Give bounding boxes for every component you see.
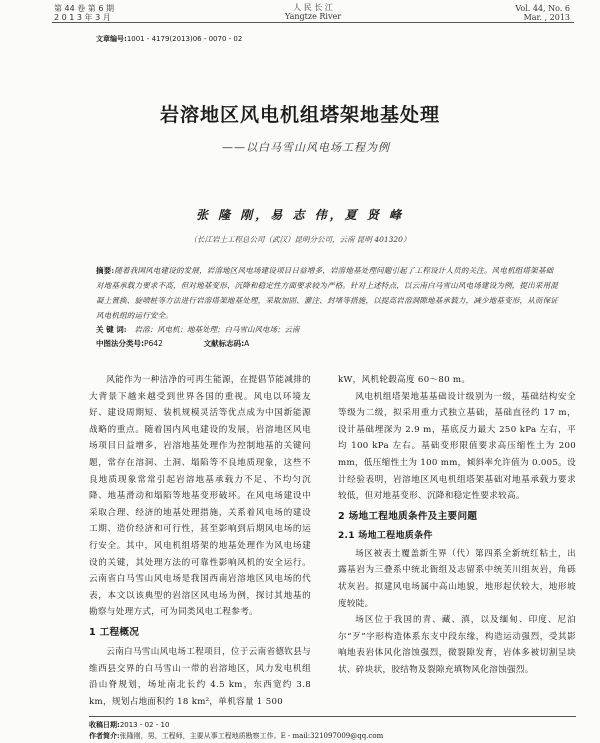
author-bio-value: 张隆刚，男，工程师，主要从事工程地质勘察工作。E - mail:321097009@qq.com	[119, 732, 384, 740]
classification	[96, 338, 558, 349]
author-list: 张 隆 刚，易 志 伟，夏 贤 峰	[195, 208, 405, 222]
project-overview-paragraph: 云南白马雪山风电场工程项目，位于云南省德钦县与维西县交界的白马雪山一带的岩溶地区，风力发电机组沿山脊规划，场址南北长约 4.5 km，东西宽约 3.8 km，规划占地面积约 18 km²，单机容量 1 500	[89, 646, 311, 707]
issue-date-en: Mar. , 2013	[523, 13, 570, 22]
footnote-rule	[89, 716, 576, 717]
issue-date: 2 0 1 3 年 3 月	[54, 13, 111, 22]
body-column-left	[89, 372, 311, 710]
clc-label: 中图法分类号:	[96, 339, 144, 348]
site-geology-paragraph: 场区被表土覆盖新生界（代）第四系全新统红粘土，出露基岩为三叠系中统北衙组及志留系中统芙川组灰岩，角砾状灰岩。拟建风电场属中高山地貌，地形起伏较大，地形坡度较陡。	[338, 548, 576, 609]
affiliation: （长江岩土工程总公司（武汉）昆明分公司，云南 昆明 401320）	[189, 235, 411, 244]
author-bio-label: 作者简介:	[89, 731, 120, 740]
journal-name-cn: 人 民 长 江	[293, 3, 333, 12]
foundation-design-paragraph: 风电机组塔架地基基础设计级别为一级，基础结构安全等级为二级，拟采用重力式独立基础，基础直径约 17 m，设计基础埋深为 2.9 m，基底反力最大 250 kPa 左右，平均 100 kPa 左右。基础变形限值要求高压缩性土为 200 mm，低压缩性土为 100 mm，倾斜率允许值为 0.005。设计经验表明，岩溶地区风电机组塔架基础对地基承载力要求较低，但对地基变形、沉降和稳定性要求较高。	[338, 391, 576, 502]
project-overview-continued: kW，风机轮毂高度 60～80 m。	[338, 375, 471, 385]
journal-name	[258, 3, 368, 21]
doc-code-value: A	[244, 339, 250, 348]
doc-code-label: 文献标志码:	[203, 339, 245, 348]
tectonics-paragraph: 场区位于我国的青、藏、滇，以及缅甸、印度、尼泊尔“歹”字形构造体系东支中段东缘，构造运动强烈，受其影响地表岩体风化溶蚀强烈，微裂隙发育，岩体多被切割呈块状、碎块状，胶结物及裂隙充填物风化溶蚀强烈。	[338, 615, 576, 675]
abstract-label: 摘要:	[96, 266, 115, 275]
paper-subtitle: ——以白马雪山风电场工程为例	[222, 141, 390, 154]
section-heading-2: 2 场地工程地质条件及主要问题	[338, 510, 478, 522]
volume-issue: 第 44 卷 第 6 期	[54, 4, 114, 13]
article-number	[96, 34, 242, 44]
journal-volume-info-en	[515, 4, 570, 22]
abstract-text: 随着我国风电建设的发展，岩溶地区风电场建设项目日益增多，岩溶地基处理问题引起了工程设计人员的关注。风电机组塔架基础对地基承载力要求不高，但对地基变形、沉降和稳定性方面要求较为严格。针对上述特点，以云南白马雪山风电场建设为例，提出采用混凝土置换、旋喷桩等方法进行岩溶塔架地基处理，采取加固、灌注、封堵等措施，以提高岩溶洞隙地基承载力，减少地基变形，从而保证风电机组的运行安全。	[96, 266, 558, 320]
clc-value: P642	[144, 339, 163, 348]
received-label: 收稿日期:	[89, 721, 120, 729]
subsection-heading-2-1: 2.1 场地工程地质条件	[338, 530, 433, 541]
intro-paragraph: 风能作为一种洁净的可再生能源，在提倡节能减排的大背景下越来越受到世界各国的重视。风电以环境友好、建设周期短、装机规模灵活等优点成为中国新能源战略的重点。随着国内风电建设的发展，岩溶地区风电场项目日益增多，岩溶地基处理作为控制地基的关键问题，常存在溶洞、土洞、塌陷等不良地质现象，这些不良地质现象常常引起岩溶地基承载力不足、不均匀沉降、地基滑动和塌陷等地基变形破坏。在风电场建设中采取合理、经济的地基处理措施，关系着风电场的建设工期、造价经济和可行性，甚至影响到后期风电场的运行安全。其中，风电机组塔架的地基处理作为风电场建设的关键，其处理方法的可靠性影响风机的安全运行。云南省白马雪山风电场是我国西南岩溶地区风电场的代表，本文以该典型的岩溶区风电场为例，探讨其地基的勘察与处理方式，可为同类风电工程参考。	[89, 375, 311, 618]
header-rule	[52, 22, 574, 23]
body-column-right	[338, 372, 576, 679]
keywords-text: 岩溶；风电机；地基处理；白马雪山风电场；云南	[134, 325, 300, 334]
volume-issue-en: Vol. 44, No. 6	[515, 4, 570, 13]
author-bio	[89, 731, 383, 741]
article-number-value: 1001 - 4179(2013)06 - 0070 - 02	[126, 35, 243, 43]
journal-name-en: Yangtze River	[284, 12, 342, 21]
keywords-label: 关 键 词:	[96, 325, 127, 334]
paper-title: 岩溶地区风电机组塔架地基处理	[159, 104, 440, 126]
received-value: 2013 - 02 - 10	[119, 721, 170, 729]
article-number-label: 文章编号:	[96, 35, 127, 43]
running-header	[0, 0, 600, 26]
received-date	[89, 720, 169, 730]
abstract	[96, 263, 558, 323]
journal-volume-info	[54, 4, 114, 22]
keywords	[96, 324, 558, 335]
section-heading-1: 1 工程概况	[89, 626, 140, 638]
